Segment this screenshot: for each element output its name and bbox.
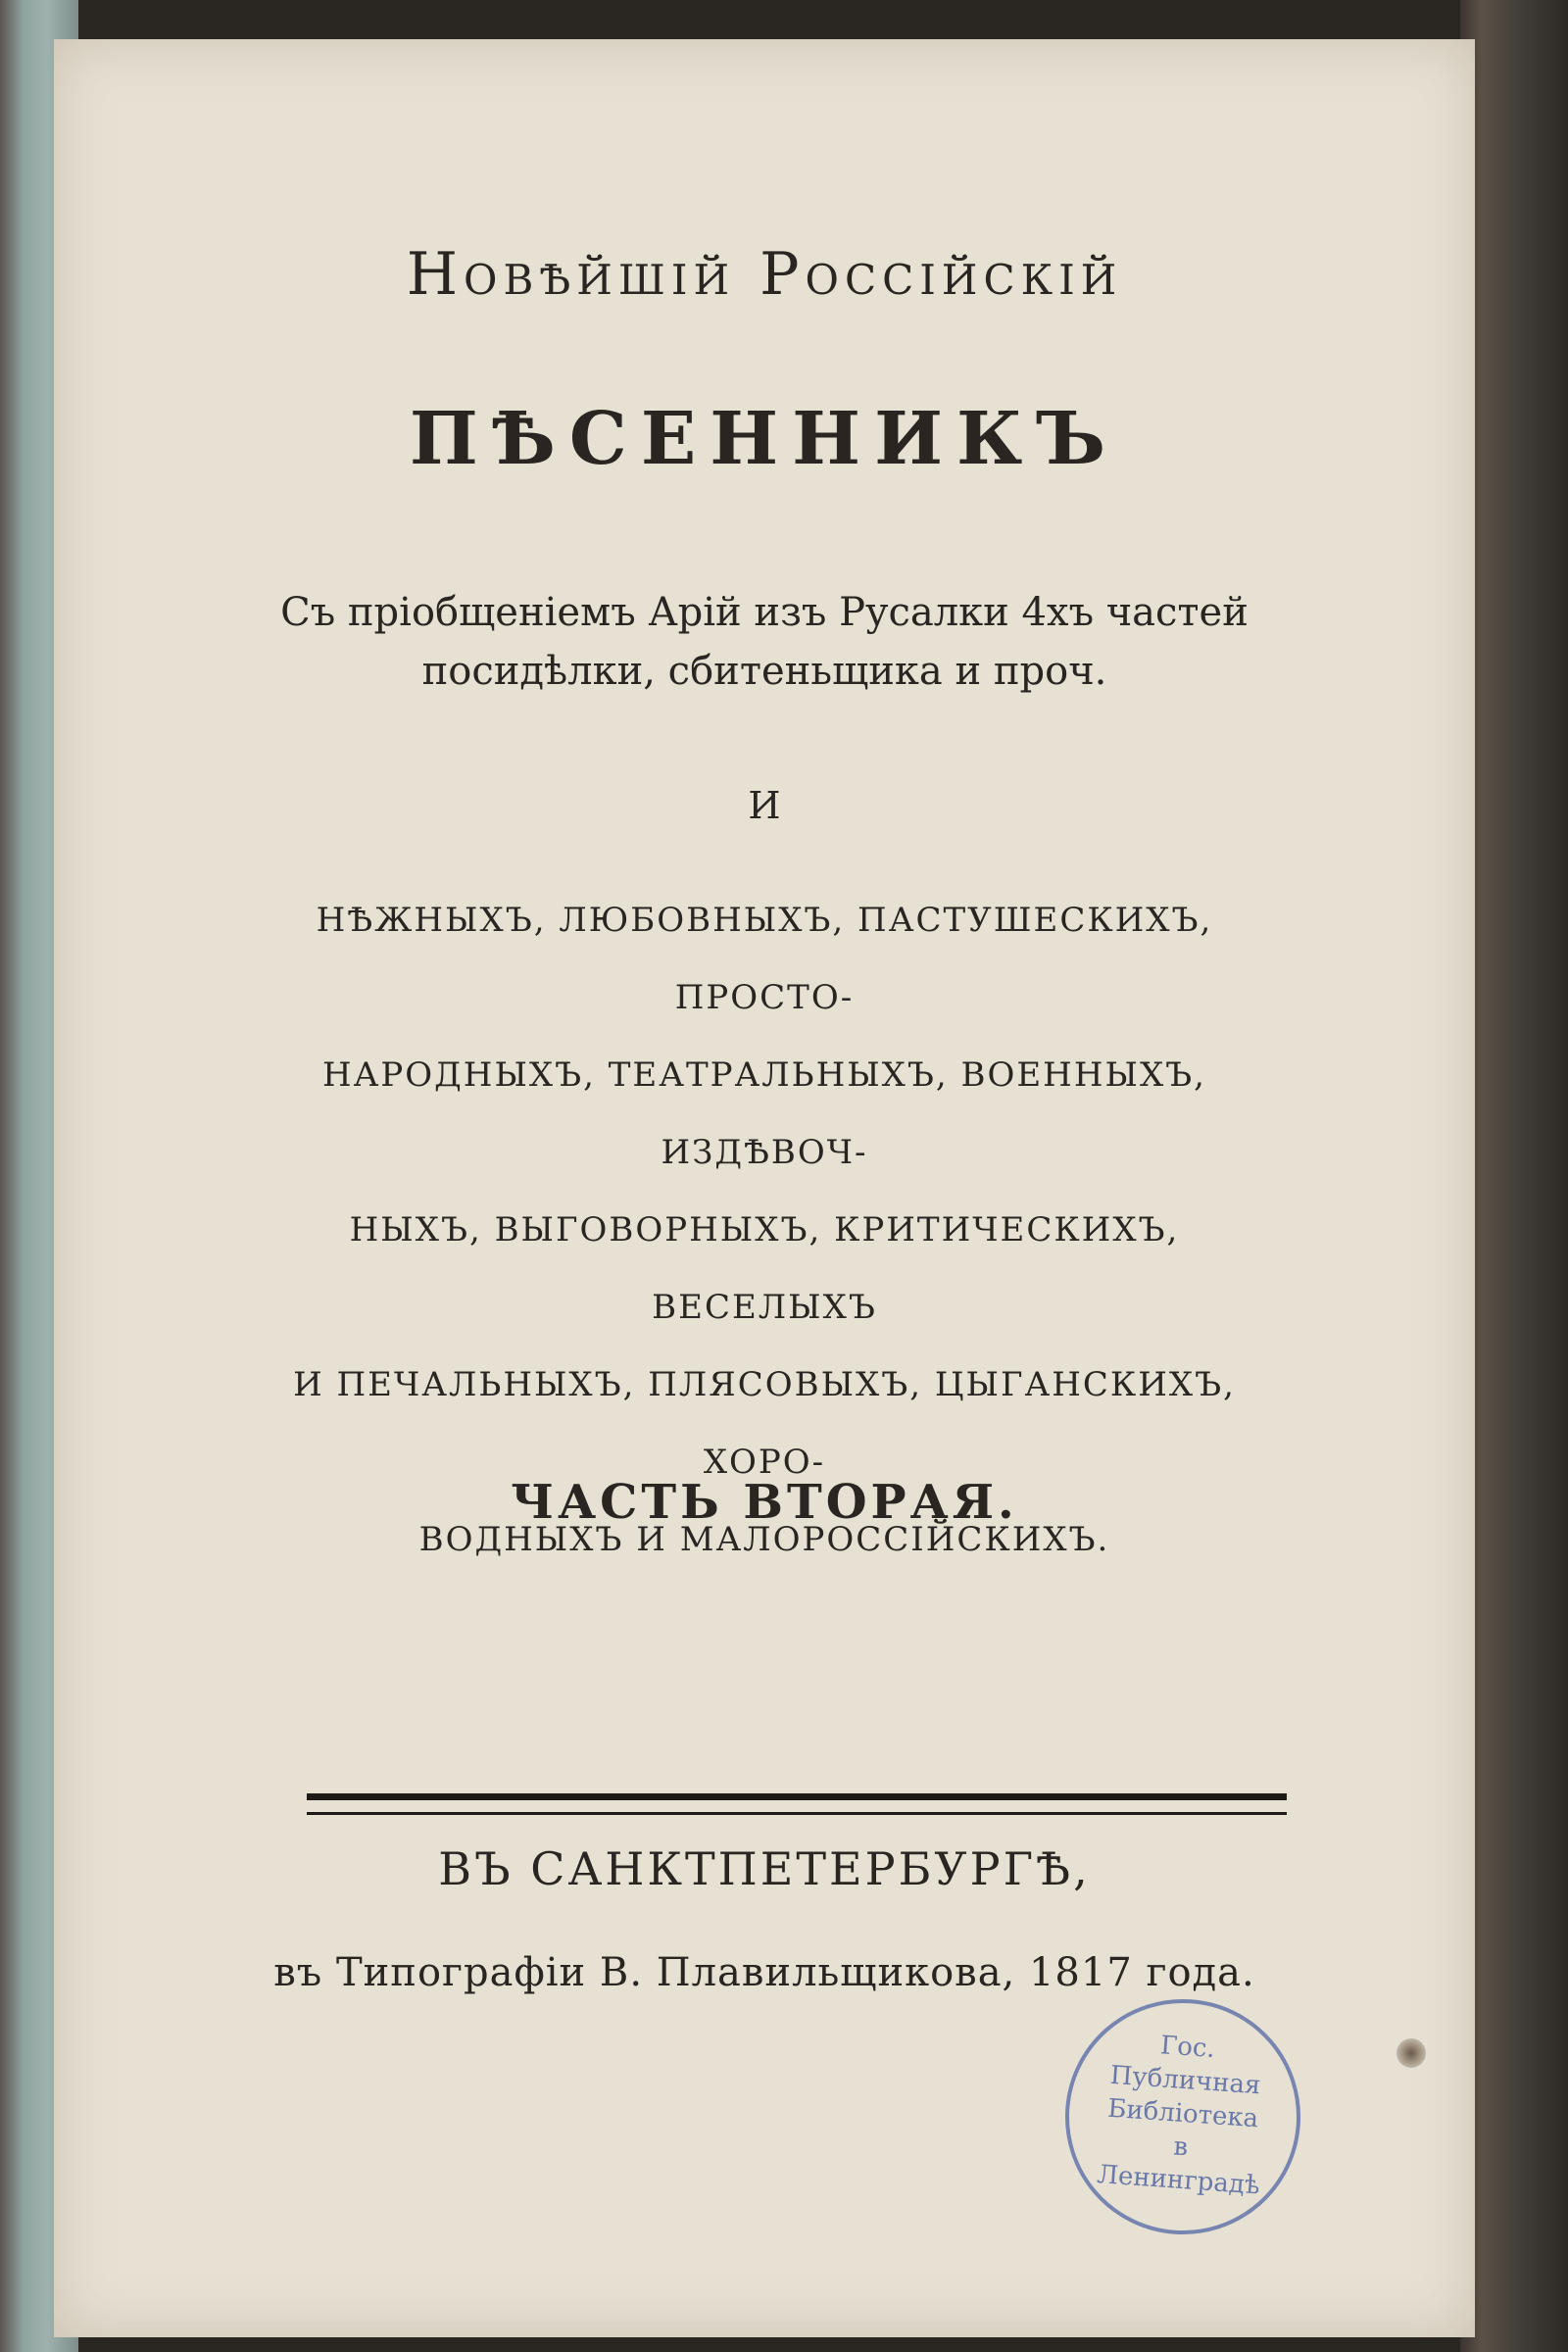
subtitle-line-1: Съ пріобщеніемъ Арій изъ Русалки 4хъ частей (280, 590, 1249, 635)
imprint-city: ВЪ САНКТПЕТЕРБУРГѢ, (438, 1842, 1091, 1895)
double-rule-divider (307, 1793, 1287, 1815)
genre-line: И ПЕЧАЛЬНЫХЪ, ПЛЯСОВЫХЪ, ЦЫГАНСКИХЪ, ХОРО- (293, 1365, 1236, 1482)
imprint-printer: въ Типографіи В. Плавильщикова, 1817 года. (273, 1950, 1255, 1995)
subtitle (54, 583, 1475, 701)
stamp-line: Гос. (1159, 2031, 1216, 2065)
book-binding-right (1460, 0, 1568, 2352)
genre-line: ВОДНЫХЪ И МАЛОРОССІЙСКИХЪ. (418, 1520, 1110, 1559)
genre-line: НЫХЪ, ВЫГОВОРНЫХЪ, КРИТИЧЕСКИХЪ, ВЕСЕЛЫХЪ (349, 1210, 1180, 1327)
genre-line: НѢЖНЫХЪ, ЛЮБОВНЫХЪ, ПАСТУШЕСКИХЪ, ПРОСТО- (316, 901, 1213, 1017)
title-page (54, 39, 1475, 2337)
subtitle-line-2: посидѣлки, сбитеньщика и проч. (421, 649, 1107, 694)
genre-line: НАРОДНЫХЪ, ТЕАТРАЛЬНЫХЪ, ВОЕННЫХЪ, ИЗДѢВОЧ- (322, 1055, 1206, 1172)
conjunction: И (748, 784, 781, 827)
library-stamp (1057, 1991, 1308, 2242)
stamp-line: Библіотека (1106, 2093, 1260, 2134)
part-heading: ЧАСТЬ ВТОРАЯ. (511, 1475, 1018, 1530)
stamp-line: в (1172, 2132, 1190, 2163)
stamp-line: Публичная (1108, 2060, 1262, 2101)
title-line-1: Новѣйшій Россійскій (406, 240, 1123, 309)
title-line-2: ПѢСЕННИКЪ (409, 397, 1120, 481)
stamp-line: Ленинградѣ (1096, 2160, 1261, 2201)
ink-spot (1396, 2038, 1426, 2068)
